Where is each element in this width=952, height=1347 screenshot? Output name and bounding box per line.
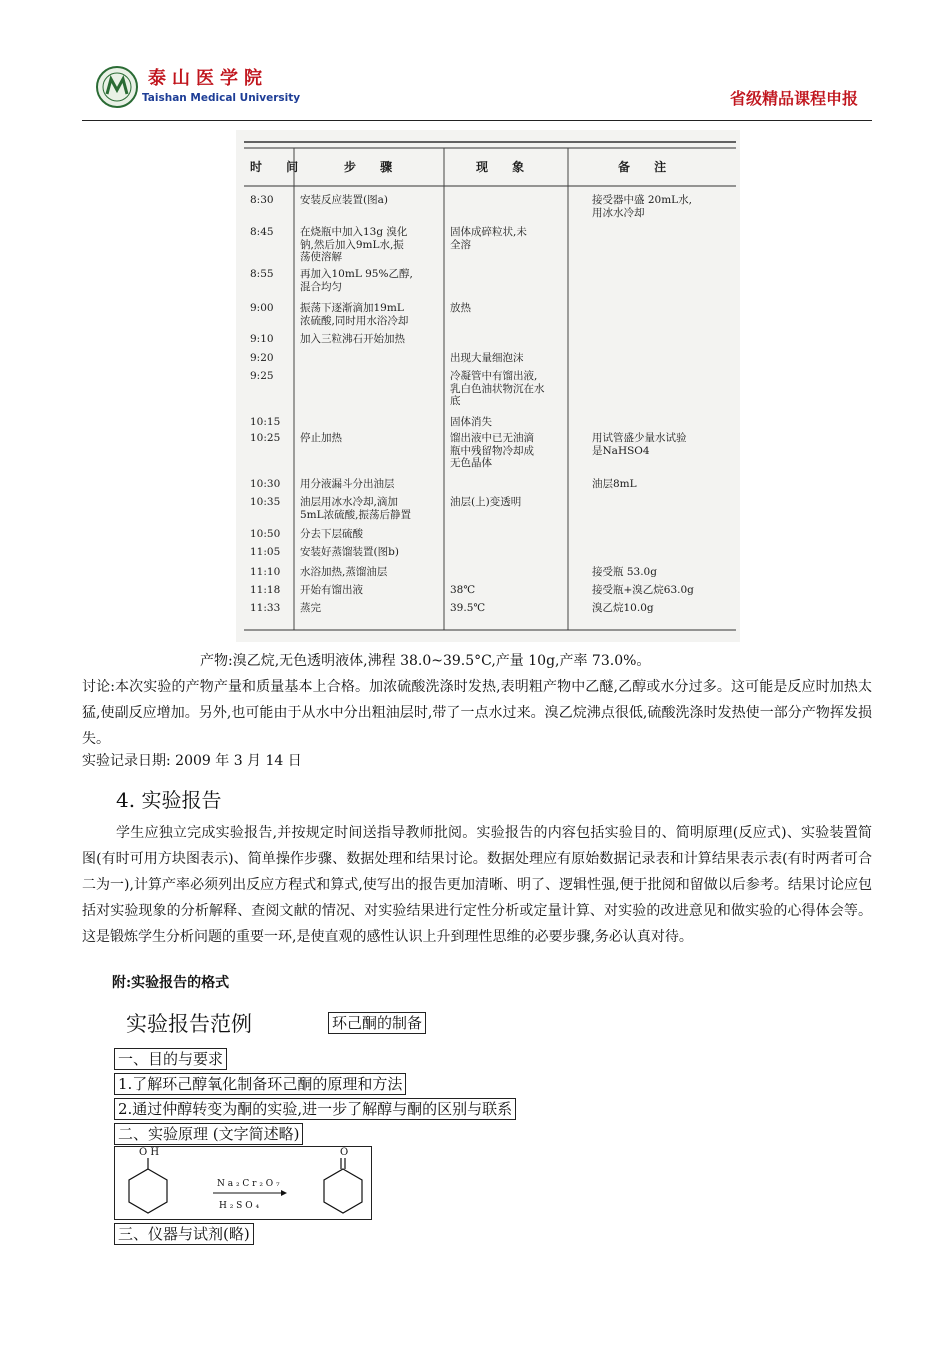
row-time: 11:18 <box>250 584 281 596</box>
row-step: 振荡下逐渐滴加19mL 浓硫酸,同时用水浴冷却 <box>300 302 409 327</box>
cyclohexanone-ring-icon <box>324 1169 362 1213</box>
row-time: 10:25 <box>250 432 281 444</box>
row-note: 溴乙烷10.0g <box>592 602 654 614</box>
row-step: 加入三粒沸石开始加热 <box>300 333 405 345</box>
row-phenomenon: 固体成碎粒状,未 全溶 <box>450 226 527 251</box>
carbonyl-label: O <box>340 1147 349 1158</box>
row-phenomenon: 39.5℃ <box>450 602 486 614</box>
row-phenomenon: 冷凝管中有馏出液, 乳白色油状物沉在水 底 <box>450 370 545 407</box>
section-heading: 4. 实验报告 <box>116 788 222 812</box>
row-time: 10:30 <box>250 478 281 490</box>
school-name-cn: 泰山医学院 <box>148 68 268 89</box>
row-step: 蒸完 <box>300 602 321 614</box>
experiment-record-table <box>236 130 740 642</box>
discussion-paragraph: 讨论:本次实验的产物产量和质量基本上合格。加浓硫酸洗涤时发热,表明粗产物中乙醚,乙醇或水分过多。这可能是反应时加热太猛,使副反应增加。另外,也可能由于从水中分出粗油层时,带了一点水过来。溴乙烷沸点很低,硫酸洗涤时发热使一部分产物挥发损失。 <box>82 679 872 747</box>
product-line: 产物:溴乙烷,无色透明液体,沸程 38.0~39.5°C,产量 10g,产率 73.0%。 <box>200 653 651 669</box>
row-note: 油层8mL <box>592 478 637 490</box>
row-phenomenon: 放热 <box>450 302 471 314</box>
cyclohexanol-ring-icon <box>129 1169 167 1213</box>
row-step: 在烧瓶中加入13g 溴化 钠,然后加入9mL水,振 荡使溶解 <box>300 226 408 263</box>
header-time: 时 间 <box>250 160 309 174</box>
row-phenomenon: 出现大量细泡沫 <box>450 352 524 364</box>
reagent-top-label: N a ₂ C r ₂ O ₇ <box>217 1179 280 1189</box>
row-step: 开始有馏出液 <box>300 584 363 596</box>
row-time: 10:50 <box>250 528 281 540</box>
hydroxyl-label: O H <box>139 1147 160 1158</box>
row-step: 油层用冰水冷却,滴加 5mL浓硫酸,振荡后静置 <box>300 496 411 521</box>
appendix-label: 附:实验报告的格式 <box>112 975 230 991</box>
reagent-bottom-label: H ₂ S O ₄ <box>219 1201 260 1211</box>
page-header <box>82 62 872 121</box>
reaction-scheme <box>114 1146 372 1220</box>
purpose-item-2-box: 2.通过仲醇转变为酮的实验,进一步了解醇与酮的区别与联系 <box>114 1098 516 1120</box>
row-time: 8:30 <box>250 194 274 206</box>
row-time: 9:25 <box>250 370 274 382</box>
header-note: 备 注 <box>618 160 677 174</box>
section-body: 学生应独立完成实验报告,并按规定时间送指导教师批阅。实验报告的内容包括实验目的、简明原理(反应式)、实验装置简图(有时可用方块图表示)、简单操作步骤、数据处理和结果讨论。数据处理应有原始数据记录表和计算结果表示表(有时两者可合二为一),计算产率必须列出反应方程式和算式,使写出的报告更加清晰、明了、逻辑性强,便于批阅和留做以后参考。结果讨论应包括对实验现象的分析解释、查阅文献的情况、对实验结果进行定性分析或定量计算、对实验的改进意见和做实验的心得体会等。这是锻炼学生分析问题的重要一环,是使直观的感性认识上升到理性思维的必要步骤,务必认真对待。 <box>82 825 872 945</box>
row-time: 9:10 <box>250 333 274 345</box>
header-phenomenon: 现 象 <box>476 160 535 174</box>
row-step: 用分液漏斗分出油层 <box>300 478 395 490</box>
row-step: 水浴加热,蒸馏油层 <box>300 566 388 578</box>
row-time: 9:20 <box>250 352 274 364</box>
purpose-item-1-box: 1.了解环己醇氧化制备环己酮的原理和方法 <box>114 1073 406 1095</box>
row-note: 接受瓶+溴乙烷63.0g <box>592 584 694 596</box>
row-time: 9:00 <box>250 302 274 314</box>
row-time: 11:05 <box>250 546 281 558</box>
example-topic-box: 环己酮的制备 <box>328 1012 426 1034</box>
row-step: 安装好蒸馏装置(图b) <box>300 546 399 558</box>
row-time: 8:55 <box>250 268 274 280</box>
row-phenomenon: 油层(上)变透明 <box>450 496 522 508</box>
row-time: 11:10 <box>250 566 281 578</box>
school-logo-icon <box>96 66 138 108</box>
record-date: 实验记录日期: 2009 年 3 月 14 日 <box>82 753 302 769</box>
row-step: 停止加热 <box>300 432 342 444</box>
row-note: 接受器中盛 20mL水, 用冰水冷却 <box>592 194 692 219</box>
school-name-en: Taishan Medical University <box>142 92 301 104</box>
row-time: 11:33 <box>250 602 281 614</box>
example-title: 实验报告范例 <box>126 1012 252 1036</box>
course-application-label: 省级精品课程申报 <box>729 89 858 108</box>
section-principle-box: 二、实验原理 (文字简述略) <box>114 1123 303 1145</box>
row-phenomenon: 固体消失 <box>450 416 492 428</box>
row-phenomenon: 馏出液中已无油滴 瓶中残留物冷却成 无色晶体 <box>450 432 534 469</box>
row-time: 8:45 <box>250 226 274 238</box>
row-time: 10:35 <box>250 496 281 508</box>
row-phenomenon: 38℃ <box>450 584 476 596</box>
row-step: 再加入10mL 95%乙醇, 混合均匀 <box>300 268 413 293</box>
row-step: 安装反应装置(图a) <box>300 194 388 206</box>
section-equipment-box: 三、仪器与试剂(略) <box>114 1223 254 1245</box>
row-note: 接受瓶 53.0g <box>592 566 657 578</box>
row-step: 分去下层硫酸 <box>300 528 363 540</box>
row-time: 10:15 <box>250 416 281 428</box>
header-step: 步 骤 <box>344 160 403 174</box>
section-purpose-box: 一、目的与要求 <box>114 1048 227 1070</box>
row-note: 用试管盛少量水试验 是NaHSO4 <box>592 432 687 457</box>
